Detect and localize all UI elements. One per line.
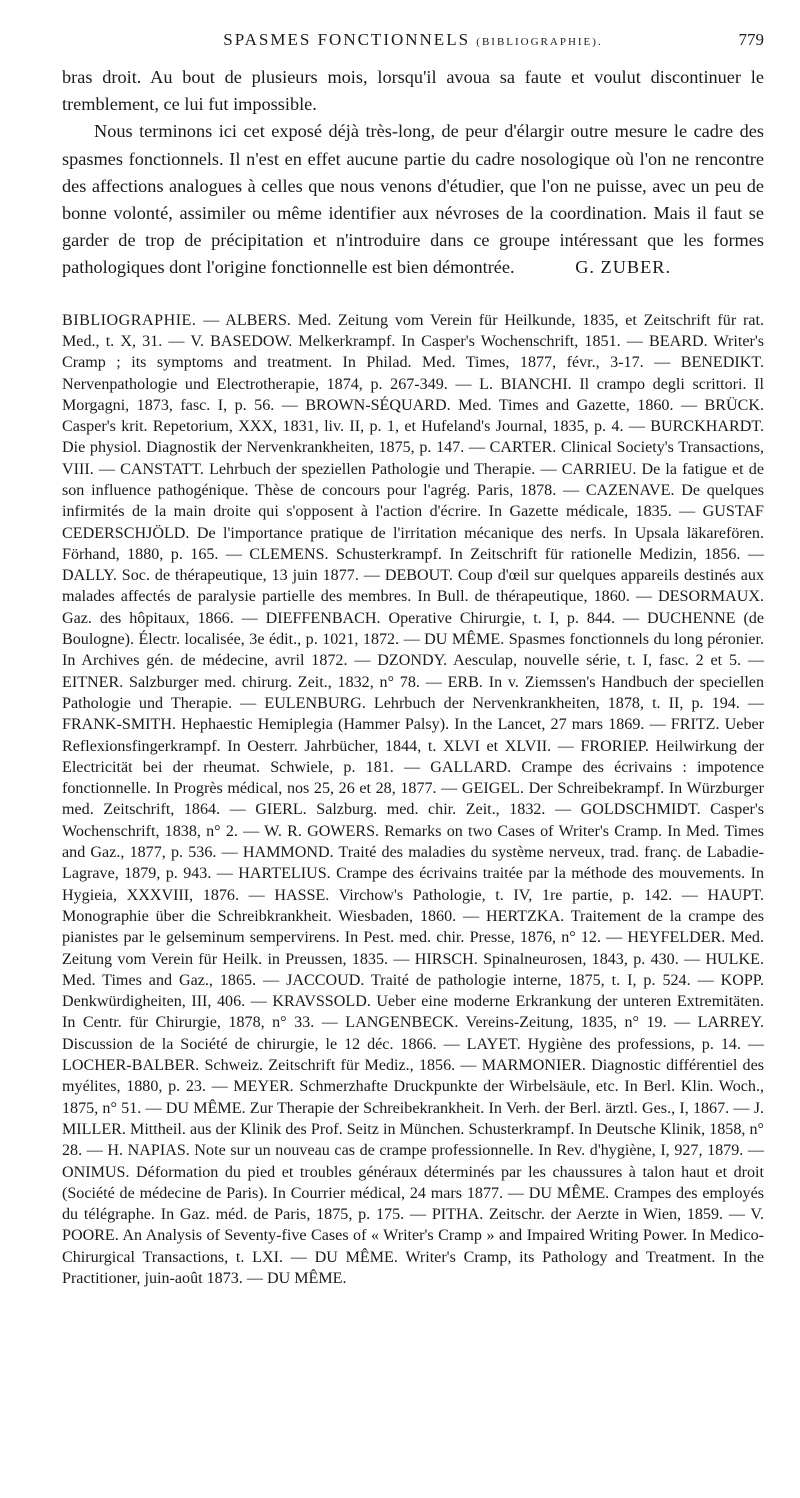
page-number: 779 <box>738 30 764 49</box>
running-subtitle: (BIBLIOGRAPHIE). <box>476 36 603 48</box>
paragraph-2 <box>62 118 764 281</box>
author-signature: G. ZUBER. <box>575 257 672 278</box>
running-title <box>223 30 602 50</box>
bibliography <box>62 310 764 1290</box>
body-text <box>62 64 764 282</box>
bibliography-heading: BIBLIOGRAPHIE. <box>62 311 197 329</box>
bibliography-entries: — ALBERS. Med. Zeitung vom Verein für Heilkunde, 1835, et Zeitschrift für rat. Med., t. X, 31. — V. BASEDOW. Melkerkrampf. In Casper's Wochenschrift, 1851. — BEARD. Writer's Cramp ; its symptoms and treatment. In Philad. Med. Times, 1877, févr., 3-17. — BENEDIKT. Nervenpathologie und Electrotherapie, 1874, p. 267-349. — L. BIANCHI. Il crampo degli scrittori. Il Morgagni, 1873, fasc. I, p. 56. — BROWN-SÉQUARD. Med. Times and Gazette, 1860. — BRÜCK. Casper's krit. Repetorium, XXX, 1831, liv. II, p. 1, et Hufeland's Journal, 1835, p. 4. — BURCKHARDT. Die physiol. Diagnostik der Nervenkrankheiten, 1875, p. 147. — CARTER. Clinical Society's Transactions, VIII. — CANSTATT. Lehrbuch der speziellen Pathologie und Therapie. — CARRIEU. De la fatigue et de son influence pathogénique. Thèse de concours pour l'agrég. Paris, 1878. — CAZENAVE. De quelques infirmités de la main droite qui s'opposent à l'action d'écrire. In Gazette médicale, 1835. — GUSTAF CEDERSCHJÖLD. De l'importance pratique de l'irritation mécanique des nerfs. In Upsala läkarefören. Förhand, 1880, p. 165. — CLEMENS. Schusterkrampf. In Zeitschrift für rationelle Medizin, 1856. — DALLY. Soc. de thérapeutique, 13 juin 1877. — DEBOUT. Coup d'œil sur quelques appareils destinés aux malades affectés de paralysie partielle des membres. In Bull. de thérapeutique, 1860. — DESORMAUX. Gaz. des hôpitaux, 1866. — DIEFFENBACH. Operative Chirurgie, t. I, p. 844. — DUCHENNE (de Boulogne). Électr. localisée, 3e édit., p. 1021, 1872. — DU MÊME. Spasmes fonctionnels du long péronier. In Archives gén. de médecine, avril 1872. — DZONDY. Aesculap, nouvelle série, t. I, fasc. 2 et 5. — EITNER. Salzburger med. chirurg. Zeit., 1832, n° 78. — ERB. In v. Ziemssen's Handbuch der speciellen Pathologie und Therapie. — EULENBURG. Lehrbuch der Nervenkrankheiten, 1878, t. II, p. 194. — FRANK-SMITH. Hephaestic Hemiplegia (Hammer Palsy). In the Lancet, 27 mars 1869. — FRITZ. Ueber Reflexionsfingerkrampf. In Oesterr. Jahrbücher, 1844, t. XLVI et XLVII. — FRORIEP. Heilwirkung der Electricität bei der rheumat. Schwiele, p. 181. — GALLARD. Crampe des écrivains : impotence fonctionnelle. In Progrès médical, nos 25, 26 et 28, 1877. — GEIGEL. Der Schreibekrampf. In Würzburger med. Zeitschrift, 1864. — GIERL. Salzburg. med. chir. Zeit., 1832. — GOLDSCHMIDT. Casper's Wochenschrift, 1838, n° 2. — W. R. GOWERS. Remarks on two Cases of Writer's Cramp. In Med. Times and Gaz., 1877, p. 536. — HAMMOND. Traité des maladies du système nerveux, trad. franç. de Labadie-Lagrave, 1879, p. 943. — HARTELIUS. Crampe des écrivains traitée par la méthode des mouvements. In Hygieia, XXXVIII, 1876. — HASSE. Virchow's Pathologie, t. IV, 1re partie, p. 142. — HAUPT. Monographie über die Schreibkrankheit. Wiesbaden, 1860. — HERTZKA. Traitement de la crampe des pianistes par le gelseminum sempervirens. In Pest. med. chir. Presse, 1876, n° 12. — HEYFELDER. Med. Zeitung vom Verein für Heilk. in Preussen, 1835. — HIRSCH. Spinalneurosen, 1843, p. 430. — HULKE. Med. Times and Gaz., 1865. — JACCOUD. Traité de pathologie interne, 1875, t. I, p. 524. — KOPP. Denkwürdigheiten, III, 406. — KRAVSSOLD. Ueber eine moderne Erkrankung der unteren Extremitäten. In Centr. für Chirurgie, 1878, n° 33. — LANGENBECK. Vereins-Zeitung, 1835, n° 19. — LARREY. Discussion de la Société de chirurgie, le 12 déc. 1866. — LAYET. Hygiène des professions, p. 14. — LOCHER-BALBER. Schweiz. Zeitschrift für Mediz., 1856. — MARMONIER. Diagnostic différentiel des myélites, 1880, p. 23. — MEYER. Schmerzhafte Druckpunkte der Wirbelsäule, etc. In Berl. Klin. Woch., 1875, n° 51. — DU MÊME. Zur Therapie der Schreibekrankheit. In Verh. der Berl. ärztl. Ges., I, 1867. — J. MILLER. Mittheil. aus der Klinik des Prof. Seitz in München. Schusterkrampf. In Deutsche Klinik, 1858, n° 28. — H. NAPIAS. Note sur un nouveau cas de crampe professionnelle. In Rev. d'hygiène, I, 927, 1879. — ONIMUS. Déformation du pied et troubles généraux déterminés par les chaussures à talon haut et droit (Société de médecine de Paris). In Courrier médical, 24 mars 1877. — DU MÊME. Crampes des employés du télégraphe. In Gaz. méd. de Paris, 1875, p. 175. — PITHA. Zeitschr. der Aerzte in Wien, 1859. — V. POORE. An Analysis of Seventy-five Cases of « Writer's Cramp » and Impaired Writing Power. In Medico-Chirurgical Transactions, t. LXI. — DU MÊME. Writer's Cramp, its Pathology and Treatment. In the Practitioner, juin-août 1873. — DU MÊME. <box>62 311 764 1287</box>
paragraph-1: bras droit. Au bout de plusieurs mois, lorsqu'il avoua sa faute et voulut discontinuer le tremblement, ce lui fut impossible. <box>62 67 764 115</box>
running-head <box>62 30 764 64</box>
running-title-text: SPASMES FONCTIONNELS <box>223 30 471 49</box>
paragraph-2-text: Nous terminons ici cet exposé déjà très-long, de peur d'élargir outre mesure le cadre des spasmes fonctionnels. Il n'est en effet aucune partie du cadre nosologique où l'on ne rencontre des affections analogues à celles que nous venons d'étudier, que l'on ne puisse, avec un peu de bonne volonté, assimiler ou même identifier aux névroses de la coordination. Mais il faut se garder de trop de précipitation et n'introduire dans ce groupe intéressant que les formes pathologiques dont l'origine fonctionnelle est bien démontrée. <box>62 121 764 278</box>
